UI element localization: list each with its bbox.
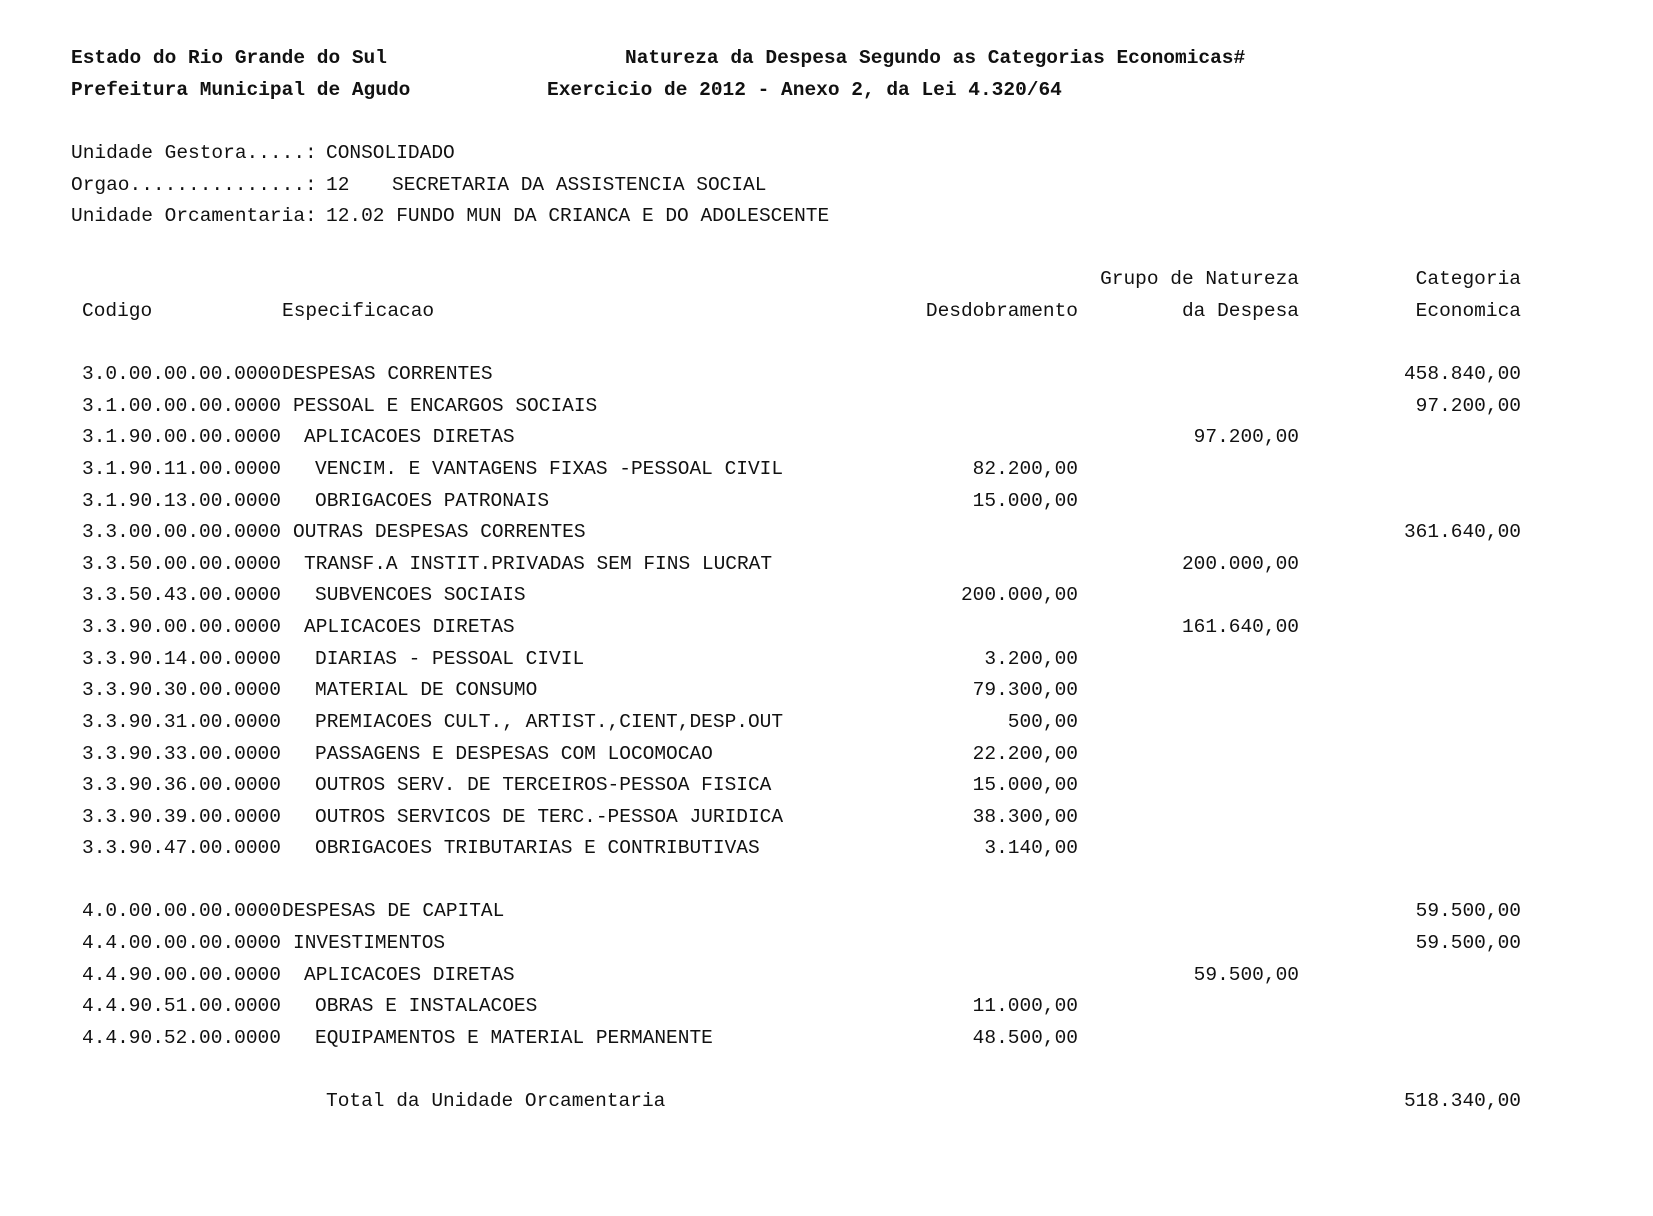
municipality-name: Prefeitura Municipal de Agudo xyxy=(71,79,411,101)
row-especificacao: MATERIAL DE CONSUMO xyxy=(315,679,538,701)
unidade-gestora-value: CONSOLIDADO xyxy=(326,142,455,164)
row-desdobramento: 3.200,00 xyxy=(984,648,1078,670)
row-grupo-natureza: 59.500,00 xyxy=(1193,964,1299,986)
row-desdobramento: 15.000,00 xyxy=(972,490,1078,512)
col-grupo-header-line2: da Despesa xyxy=(1181,300,1299,322)
row-codigo: 3.3.50.43.00.0000 xyxy=(82,584,281,606)
table-row xyxy=(0,489,1653,513)
row-desdobramento: 3.140,00 xyxy=(984,837,1078,859)
row-especificacao: APLICACOES DIRETAS xyxy=(304,964,515,986)
col-especificacao-header: Especificacao xyxy=(282,300,435,322)
row-codigo: 3.1.90.13.00.0000 xyxy=(82,490,281,512)
table-row xyxy=(0,583,1653,607)
table-row xyxy=(0,899,1653,923)
row-desdobramento: 15.000,00 xyxy=(972,774,1078,796)
row-categoria-economica: 361.640,00 xyxy=(1403,521,1521,543)
row-desdobramento: 48.500,00 xyxy=(972,1027,1078,1049)
row-codigo: 4.4.00.00.00.0000 xyxy=(82,932,281,954)
row-especificacao: VENCIM. E VANTAGENS FIXAS -PESSOAL CIVIL xyxy=(315,458,784,480)
row-codigo: 3.3.90.36.00.0000 xyxy=(82,774,281,796)
row-especificacao: OBRIGACOES PATRONAIS xyxy=(315,490,550,512)
unidade-orcamentaria-value: 12.02 FUNDO MUN DA CRIANCA E DO ADOLESCENTE xyxy=(326,205,830,227)
total-label: Total da Unidade Orcamentaria xyxy=(326,1090,666,1112)
row-codigo: 3.3.00.00.00.0000 xyxy=(82,521,281,543)
row-especificacao: PASSAGENS E DESPESAS COM LOCOMOCAO xyxy=(315,743,713,765)
col-desdobramento-header: Desdobramento xyxy=(925,300,1078,322)
row-especificacao: OUTROS SERVICOS DE TERC.-PESSOA JURIDICA xyxy=(315,806,784,828)
row-categoria-economica: 458.840,00 xyxy=(1403,363,1521,385)
table-row xyxy=(0,963,1653,987)
row-grupo-natureza: 161.640,00 xyxy=(1181,616,1299,638)
table-row xyxy=(0,1026,1653,1050)
row-codigo: 4.4.90.52.00.0000 xyxy=(82,1027,281,1049)
row-codigo: 3.3.90.33.00.0000 xyxy=(82,743,281,765)
row-codigo: 3.0.00.00.00.0000 xyxy=(82,363,281,385)
table-row xyxy=(0,394,1653,418)
col-codigo-header: Codigo xyxy=(82,300,153,322)
col-grupo-header-line1: Grupo de Natureza xyxy=(1100,268,1299,290)
orgao-code: 12 xyxy=(326,174,350,196)
row-especificacao: OUTROS SERV. DE TERCEIROS-PESSOA FISICA xyxy=(315,774,772,796)
row-categoria-economica: 97.200,00 xyxy=(1415,395,1521,417)
table-row xyxy=(0,615,1653,639)
row-especificacao: PREMIACOES CULT., ARTIST.,CIENT,DESP.OUT xyxy=(315,711,784,733)
table-row xyxy=(0,362,1653,386)
row-codigo: 3.3.90.47.00.0000 xyxy=(82,837,281,859)
table-row xyxy=(0,931,1653,955)
row-desdobramento: 82.200,00 xyxy=(972,458,1078,480)
row-categoria-economica: 59.500,00 xyxy=(1415,900,1521,922)
table-row xyxy=(0,994,1653,1018)
row-codigo: 3.1.90.00.00.0000 xyxy=(82,426,281,448)
col-categoria-header-line2: Economica xyxy=(1415,300,1521,322)
row-especificacao: TRANSF.A INSTIT.PRIVADAS SEM FINS LUCRAT xyxy=(304,553,773,575)
row-categoria-economica: 59.500,00 xyxy=(1415,932,1521,954)
row-codigo: 3.3.90.31.00.0000 xyxy=(82,711,281,733)
orgao-name: SECRETARIA DA ASSISTENCIA SOCIAL xyxy=(392,174,767,196)
row-desdobramento: 11.000,00 xyxy=(972,995,1078,1017)
col-categoria-header-line1: Categoria xyxy=(1415,268,1521,290)
unidade-gestora-label: Unidade Gestora.....: xyxy=(71,142,317,164)
row-codigo: 4.0.00.00.00.0000 xyxy=(82,900,281,922)
row-desdobramento: 79.300,00 xyxy=(972,679,1078,701)
row-codigo: 3.1.00.00.00.0000 xyxy=(82,395,281,417)
row-grupo-natureza: 97.200,00 xyxy=(1193,426,1299,448)
row-grupo-natureza: 200.000,00 xyxy=(1181,553,1299,575)
row-codigo: 3.1.90.11.00.0000 xyxy=(82,458,281,480)
row-especificacao: DIARIAS - PESSOAL CIVIL xyxy=(315,648,585,670)
row-especificacao: SUBVENCOES SOCIAIS xyxy=(315,584,526,606)
row-especificacao: EQUIPAMENTOS E MATERIAL PERMANENTE xyxy=(315,1027,713,1049)
row-desdobramento: 500,00 xyxy=(1007,711,1078,733)
row-codigo: 3.3.90.30.00.0000 xyxy=(82,679,281,701)
row-desdobramento: 38.300,00 xyxy=(972,806,1078,828)
table-row xyxy=(0,520,1653,544)
table-row xyxy=(0,678,1653,702)
row-especificacao: APLICACOES DIRETAS xyxy=(304,616,515,638)
row-codigo: 4.4.90.51.00.0000 xyxy=(82,995,281,1017)
row-desdobramento: 200.000,00 xyxy=(960,584,1078,606)
unidade-orcamentaria-label: Unidade Orcamentaria: xyxy=(71,205,317,227)
row-especificacao: DESPESAS DE CAPITAL xyxy=(282,900,505,922)
table-row xyxy=(0,710,1653,734)
table-row xyxy=(0,773,1653,797)
row-desdobramento: 22.200,00 xyxy=(972,743,1078,765)
table-row xyxy=(0,836,1653,860)
row-especificacao: APLICACOES DIRETAS xyxy=(304,426,515,448)
table-row xyxy=(0,552,1653,576)
row-especificacao: OUTRAS DESPESAS CORRENTES xyxy=(293,521,586,543)
row-especificacao: PESSOAL E ENCARGOS SOCIAIS xyxy=(293,395,598,417)
row-especificacao: DESPESAS CORRENTES xyxy=(282,363,493,385)
row-especificacao: INVESTIMENTOS xyxy=(293,932,446,954)
row-especificacao: OBRAS E INSTALACOES xyxy=(315,995,538,1017)
row-codigo: 3.3.90.00.00.0000 xyxy=(82,616,281,638)
row-codigo: 3.3.50.00.00.0000 xyxy=(82,553,281,575)
table-row xyxy=(0,425,1653,449)
table-row xyxy=(0,647,1653,671)
table-row xyxy=(0,805,1653,829)
report-title: Natureza da Despesa Segundo as Categorias Economicas# xyxy=(625,47,1246,69)
row-codigo: 4.4.90.00.00.0000 xyxy=(82,964,281,986)
row-codigo: 3.3.90.39.00.0000 xyxy=(82,806,281,828)
table-row xyxy=(0,457,1653,481)
report-subtitle: Exercicio de 2012 - Anexo 2, da Lei 4.320/64 xyxy=(547,79,1062,101)
state-name: Estado do Rio Grande do Sul xyxy=(71,47,387,69)
row-especificacao: OBRIGACOES TRIBUTARIAS E CONTRIBUTIVAS xyxy=(315,837,760,859)
orgao-label: Orgao...............: xyxy=(71,174,317,196)
total-value: 518.340,00 xyxy=(1403,1090,1521,1112)
table-row xyxy=(0,742,1653,766)
row-codigo: 3.3.90.14.00.0000 xyxy=(82,648,281,670)
